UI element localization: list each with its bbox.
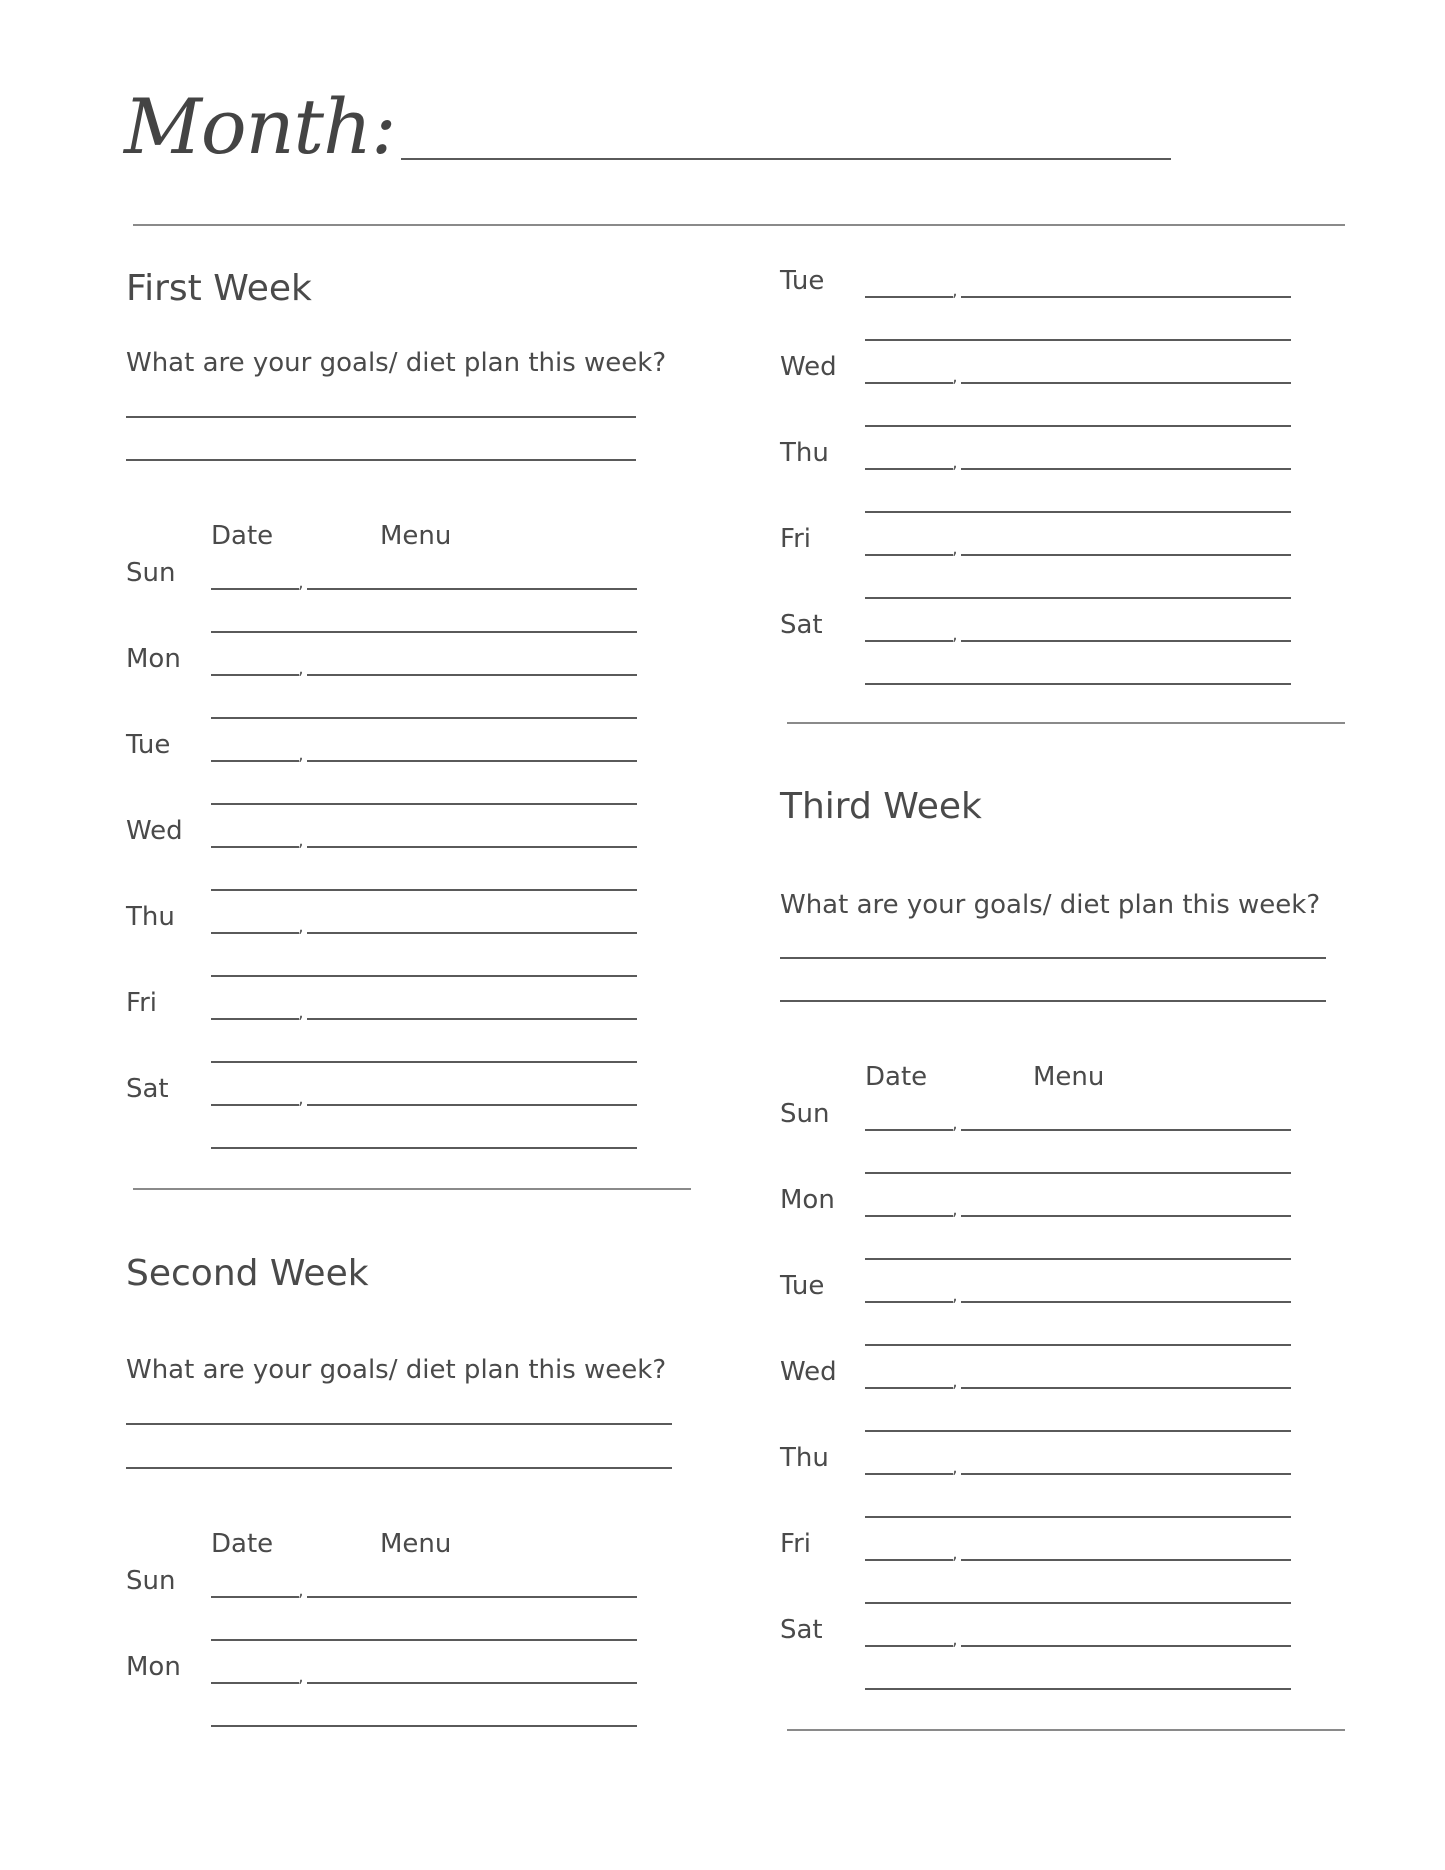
second-week-thu-menu-line-2[interactable]: [865, 511, 1291, 513]
third-week-mon-menu-line-2[interactable]: [865, 1258, 1291, 1260]
second-week-sun-separator: ,: [298, 1580, 304, 1601]
second-week-menu-header: Menu: [380, 1529, 452, 1559]
third-week-thu-separator: ,: [952, 1457, 958, 1478]
first-week-tue-separator: ,: [298, 744, 304, 765]
third-week-thu-menu-line-1[interactable]: [961, 1473, 1291, 1475]
third-week-title: Third Week: [780, 786, 982, 827]
first-week-mon-date-line[interactable]: [211, 674, 299, 676]
first-week-sat-date-line[interactable]: [211, 1104, 299, 1106]
first-week-title: First Week: [126, 268, 312, 309]
third-week-fri-label: Fri: [780, 1529, 811, 1559]
third-week-wed-separator: ,: [952, 1371, 958, 1392]
second-week-sat-separator: ,: [952, 624, 958, 645]
second-week-title: Second Week: [126, 1253, 369, 1294]
third-week-sun-date-line[interactable]: [865, 1129, 953, 1131]
third-week-mon-separator: ,: [952, 1199, 958, 1220]
first-week-wed-label: Wed: [126, 816, 183, 846]
first-week-sat-label: Sat: [126, 1074, 169, 1104]
third-week-fri-menu-line-2[interactable]: [865, 1602, 1291, 1604]
first-week-wed-separator: ,: [298, 830, 304, 851]
second-week-mon-menu-line-2[interactable]: [211, 1725, 637, 1727]
first-week-sun-menu-line-1[interactable]: [307, 588, 637, 590]
second-week-wed-separator: ,: [952, 366, 958, 387]
third-week-wed-menu-line-2[interactable]: [865, 1430, 1291, 1432]
third-week-sun-label: Sun: [780, 1099, 830, 1129]
second-week-mon-separator: ,: [298, 1666, 304, 1687]
second-week-wed-menu-line-1[interactable]: [961, 382, 1291, 384]
second-week-fri-menu-line-2[interactable]: [865, 597, 1291, 599]
second-week-thu-separator: ,: [952, 452, 958, 473]
third-week-question: What are your goals/ diet plan this week?: [780, 890, 1321, 920]
third-week-fri-date-line[interactable]: [865, 1559, 953, 1561]
month-label: Month:: [124, 82, 396, 171]
second-week-tue-label: Tue: [780, 266, 825, 296]
first-week-tue-label: Tue: [126, 730, 171, 760]
second-week-wed-date-line[interactable]: [865, 382, 953, 384]
first-week-thu-separator: ,: [298, 916, 304, 937]
third-week-mon-menu-line-1[interactable]: [961, 1215, 1291, 1217]
first-week-wed-date-line[interactable]: [211, 846, 299, 848]
third-week-fri-menu-line-1[interactable]: [961, 1559, 1291, 1561]
second-week-divider: [787, 722, 1345, 724]
first-week-fri-separator: ,: [298, 1002, 304, 1023]
second-week-fri-date-line[interactable]: [865, 554, 953, 556]
second-week-mon-label: Mon: [126, 1652, 181, 1682]
first-week-mon-separator: ,: [298, 658, 304, 679]
first-week-sun-menu-line-2[interactable]: [211, 631, 637, 633]
first-week-question: What are your goals/ diet plan this week?: [126, 348, 667, 378]
first-week-sat-separator: ,: [298, 1088, 304, 1109]
second-week-fri-menu-line-1[interactable]: [961, 554, 1291, 556]
third-week-tue-separator: ,: [952, 1285, 958, 1306]
second-week-fri-separator: ,: [952, 538, 958, 559]
second-week-tue-menu-line-1[interactable]: [961, 296, 1291, 298]
second-week-question: What are your goals/ diet plan this week?: [126, 1355, 667, 1385]
second-week-goal-line-2[interactable]: [126, 1467, 672, 1469]
second-week-thu-menu-line-1[interactable]: [961, 468, 1291, 470]
third-week-menu-header: Menu: [1033, 1062, 1105, 1092]
second-week-sat-menu-line-1[interactable]: [961, 640, 1291, 642]
first-week-fri-date-line[interactable]: [211, 1018, 299, 1020]
second-week-sat-menu-line-2[interactable]: [865, 683, 1291, 685]
first-week-mon-menu-line-2[interactable]: [211, 717, 637, 719]
third-week-goal-line-1[interactable]: [780, 957, 1326, 959]
third-week-sat-label: Sat: [780, 1615, 823, 1645]
first-week-tue-menu-line-1[interactable]: [307, 760, 637, 762]
first-week-divider: [133, 1188, 691, 1190]
header-divider: [133, 224, 1345, 226]
second-week-date-header: Date: [211, 1529, 274, 1559]
second-week-mon-menu-line-1[interactable]: [307, 1682, 637, 1684]
first-week-sat-menu-line-2[interactable]: [211, 1147, 637, 1149]
third-week-wed-date-line[interactable]: [865, 1387, 953, 1389]
third-week-tue-menu-line-1[interactable]: [961, 1301, 1291, 1303]
first-week-wed-menu-line-1[interactable]: [307, 846, 637, 848]
second-week-tue-date-line[interactable]: [865, 296, 953, 298]
first-week-mon-label: Mon: [126, 644, 181, 674]
first-week-sun-separator: ,: [298, 572, 304, 593]
second-week-sun-menu-line-1[interactable]: [307, 1596, 637, 1598]
second-week-sun-label: Sun: [126, 1566, 176, 1596]
first-week-goal-line-1[interactable]: [126, 416, 636, 418]
third-week-sat-menu-line-1[interactable]: [961, 1645, 1291, 1647]
first-week-thu-menu-line-2[interactable]: [211, 975, 637, 977]
first-week-sun-label: Sun: [126, 558, 176, 588]
second-week-sat-date-line[interactable]: [865, 640, 953, 642]
second-week-wed-menu-line-2[interactable]: [865, 425, 1291, 427]
third-week-goal-line-2[interactable]: [780, 1000, 1326, 1002]
third-week-wed-menu-line-1[interactable]: [961, 1387, 1291, 1389]
third-week-sat-menu-line-2[interactable]: [865, 1688, 1291, 1690]
third-week-sat-date-line[interactable]: [865, 1645, 953, 1647]
second-week-tue-menu-line-2[interactable]: [865, 339, 1291, 341]
second-week-wed-label: Wed: [780, 352, 837, 382]
first-week-menu-header: Menu: [380, 521, 452, 551]
third-week-mon-date-line[interactable]: [865, 1215, 953, 1217]
first-week-wed-menu-line-2[interactable]: [211, 889, 637, 891]
first-week-thu-label: Thu: [126, 902, 175, 932]
first-week-sun-date-line[interactable]: [211, 588, 299, 590]
third-week-fri-separator: ,: [952, 1543, 958, 1564]
first-week-tue-menu-line-2[interactable]: [211, 803, 637, 805]
first-week-tue-date-line[interactable]: [211, 760, 299, 762]
first-week-thu-date-line[interactable]: [211, 932, 299, 934]
second-week-sun-menu-line-2[interactable]: [211, 1639, 637, 1641]
second-week-mon-date-line[interactable]: [211, 1682, 299, 1684]
third-week-tue-label: Tue: [780, 1271, 825, 1301]
second-week-thu-label: Thu: [780, 438, 829, 468]
third-week-date-header: Date: [865, 1062, 928, 1092]
first-week-mon-menu-line-1[interactable]: [307, 674, 637, 676]
third-week-sun-separator: ,: [952, 1113, 958, 1134]
third-week-wed-label: Wed: [780, 1357, 837, 1387]
first-week-thu-menu-line-1[interactable]: [307, 932, 637, 934]
third-week-sat-separator: ,: [952, 1629, 958, 1650]
third-week-divider: [787, 1729, 1345, 1731]
third-week-thu-menu-line-2[interactable]: [865, 1516, 1291, 1518]
third-week-mon-label: Mon: [780, 1185, 835, 1215]
second-week-sat-label: Sat: [780, 610, 823, 640]
month-input-line[interactable]: [401, 158, 1171, 160]
third-week-thu-date-line[interactable]: [865, 1473, 953, 1475]
second-week-fri-label: Fri: [780, 524, 811, 554]
first-week-date-header: Date: [211, 521, 274, 551]
second-week-tue-separator: ,: [952, 280, 958, 301]
third-week-sun-menu-line-1[interactable]: [961, 1129, 1291, 1131]
first-week-goal-line-2[interactable]: [126, 459, 636, 461]
third-week-tue-menu-line-2[interactable]: [865, 1344, 1291, 1346]
third-week-thu-label: Thu: [780, 1443, 829, 1473]
first-week-fri-menu-line-2[interactable]: [211, 1061, 637, 1063]
third-week-tue-date-line[interactable]: [865, 1301, 953, 1303]
second-week-goal-line-1[interactable]: [126, 1423, 672, 1425]
first-week-fri-label: Fri: [126, 988, 157, 1018]
second-week-sun-date-line[interactable]: [211, 1596, 299, 1598]
first-week-fri-menu-line-1[interactable]: [307, 1018, 637, 1020]
second-week-thu-date-line[interactable]: [865, 468, 953, 470]
third-week-sun-menu-line-2[interactable]: [865, 1172, 1291, 1174]
first-week-sat-menu-line-1[interactable]: [307, 1104, 637, 1106]
